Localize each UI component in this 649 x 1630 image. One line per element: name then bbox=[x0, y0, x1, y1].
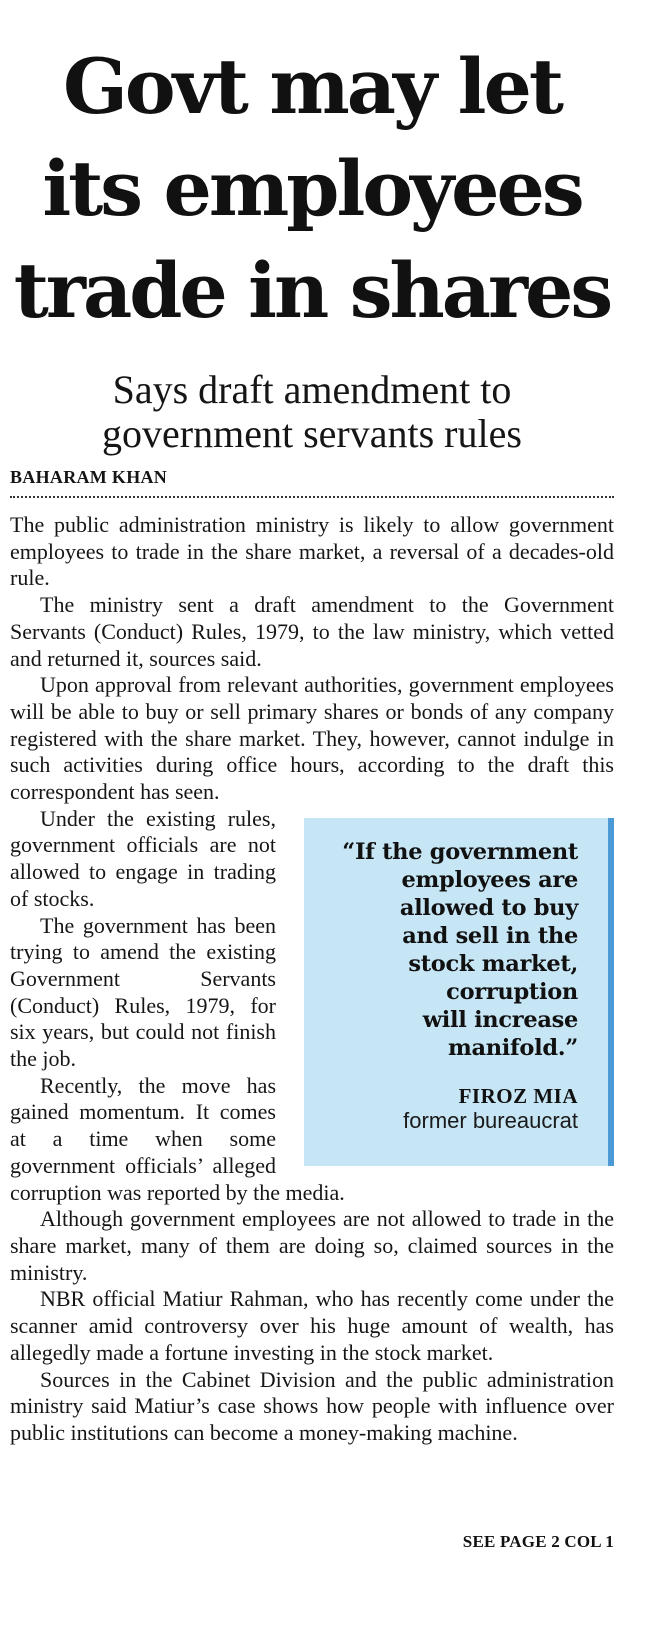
paragraph: The ministry sent a draft amendment to the Government Servants (Conduct) Rules, 1979, to the law ministry, which vetted and returned it, sources said. bbox=[10, 592, 614, 671]
headline-line: Govt may let bbox=[63, 42, 561, 131]
paragraph: Although government employees are not allowed to trade in the share market, many of them are doing so, claimed sources in the ministry. bbox=[10, 1206, 614, 1285]
pull-quote-line: employees are bbox=[401, 866, 578, 893]
paragraph: Upon approval from relevant authorities, government employees will be able to buy or sell primary shares or bonds of any company registered with the share market. They, however, cannot indulge in such activities during office hours, according to the draft this correspondent has seen. bbox=[10, 672, 614, 805]
pull-quote-line: will increase bbox=[422, 1006, 578, 1033]
pull-quote-text bbox=[314, 838, 578, 1062]
paragraph: Under the existing rules, government officials are not allowed to engage in trading of stocks. bbox=[10, 805, 276, 911]
headline-line: trade in shares bbox=[13, 246, 611, 335]
paragraph: NBR official Matiur Rahman, who has recently come under the scanner amid controversy over his huge amount of wealth, has allegedly made a fortune investing in the stock market. bbox=[10, 1286, 614, 1365]
pull-quote-line: corruption bbox=[446, 978, 578, 1005]
dotted-divider bbox=[10, 496, 614, 498]
news-article bbox=[10, 0, 614, 1630]
pull-quote-line: stock market, bbox=[408, 950, 578, 977]
byline: BAHARAM KHAN bbox=[10, 467, 168, 487]
pull-quote-line: and sell in the bbox=[402, 922, 578, 949]
pull-quote-attribution-name: FIROZ MIA bbox=[458, 1083, 578, 1108]
continued-on-page-2-link[interactable]: SEE PAGE 2 COL 1 bbox=[462, 1532, 614, 1551]
pull-quote-box bbox=[304, 818, 614, 1166]
pull-quote-line: allowed to buy bbox=[399, 894, 578, 921]
subheadline-line: government servants rules bbox=[102, 411, 522, 456]
subheadline bbox=[10, 368, 614, 456]
paragraph: Recently, the move has gained momentum. It comes at a time when some government officials’ alleged corruption was reported by the media. bbox=[10, 1072, 345, 1205]
pull-quote-line: manifold.” bbox=[447, 1034, 578, 1061]
headline-line: its employees bbox=[42, 144, 582, 233]
paragraph: The government has been trying to amend the existing Government Servants (Conduct) Rules, 1979, for six years, but could not finish the job. bbox=[10, 912, 276, 1072]
paragraph: Sources in the Cabinet Division and the public administration ministry said Matiur’s case shows how people with influence over public institutions can become a money-making machine. bbox=[10, 1366, 614, 1445]
paragraph: The public administration ministry is likely to allow government employees to trade in the share market, a reversal of a decades-old rule. bbox=[10, 512, 614, 591]
headline bbox=[10, 0, 614, 342]
article-body bbox=[10, 512, 614, 1447]
pull-quote-attribution-role: former bureaucrat bbox=[403, 1107, 578, 1133]
subheadline-line: Says draft amendment to bbox=[112, 367, 512, 412]
pull-quote-line: “If the government bbox=[342, 838, 578, 865]
